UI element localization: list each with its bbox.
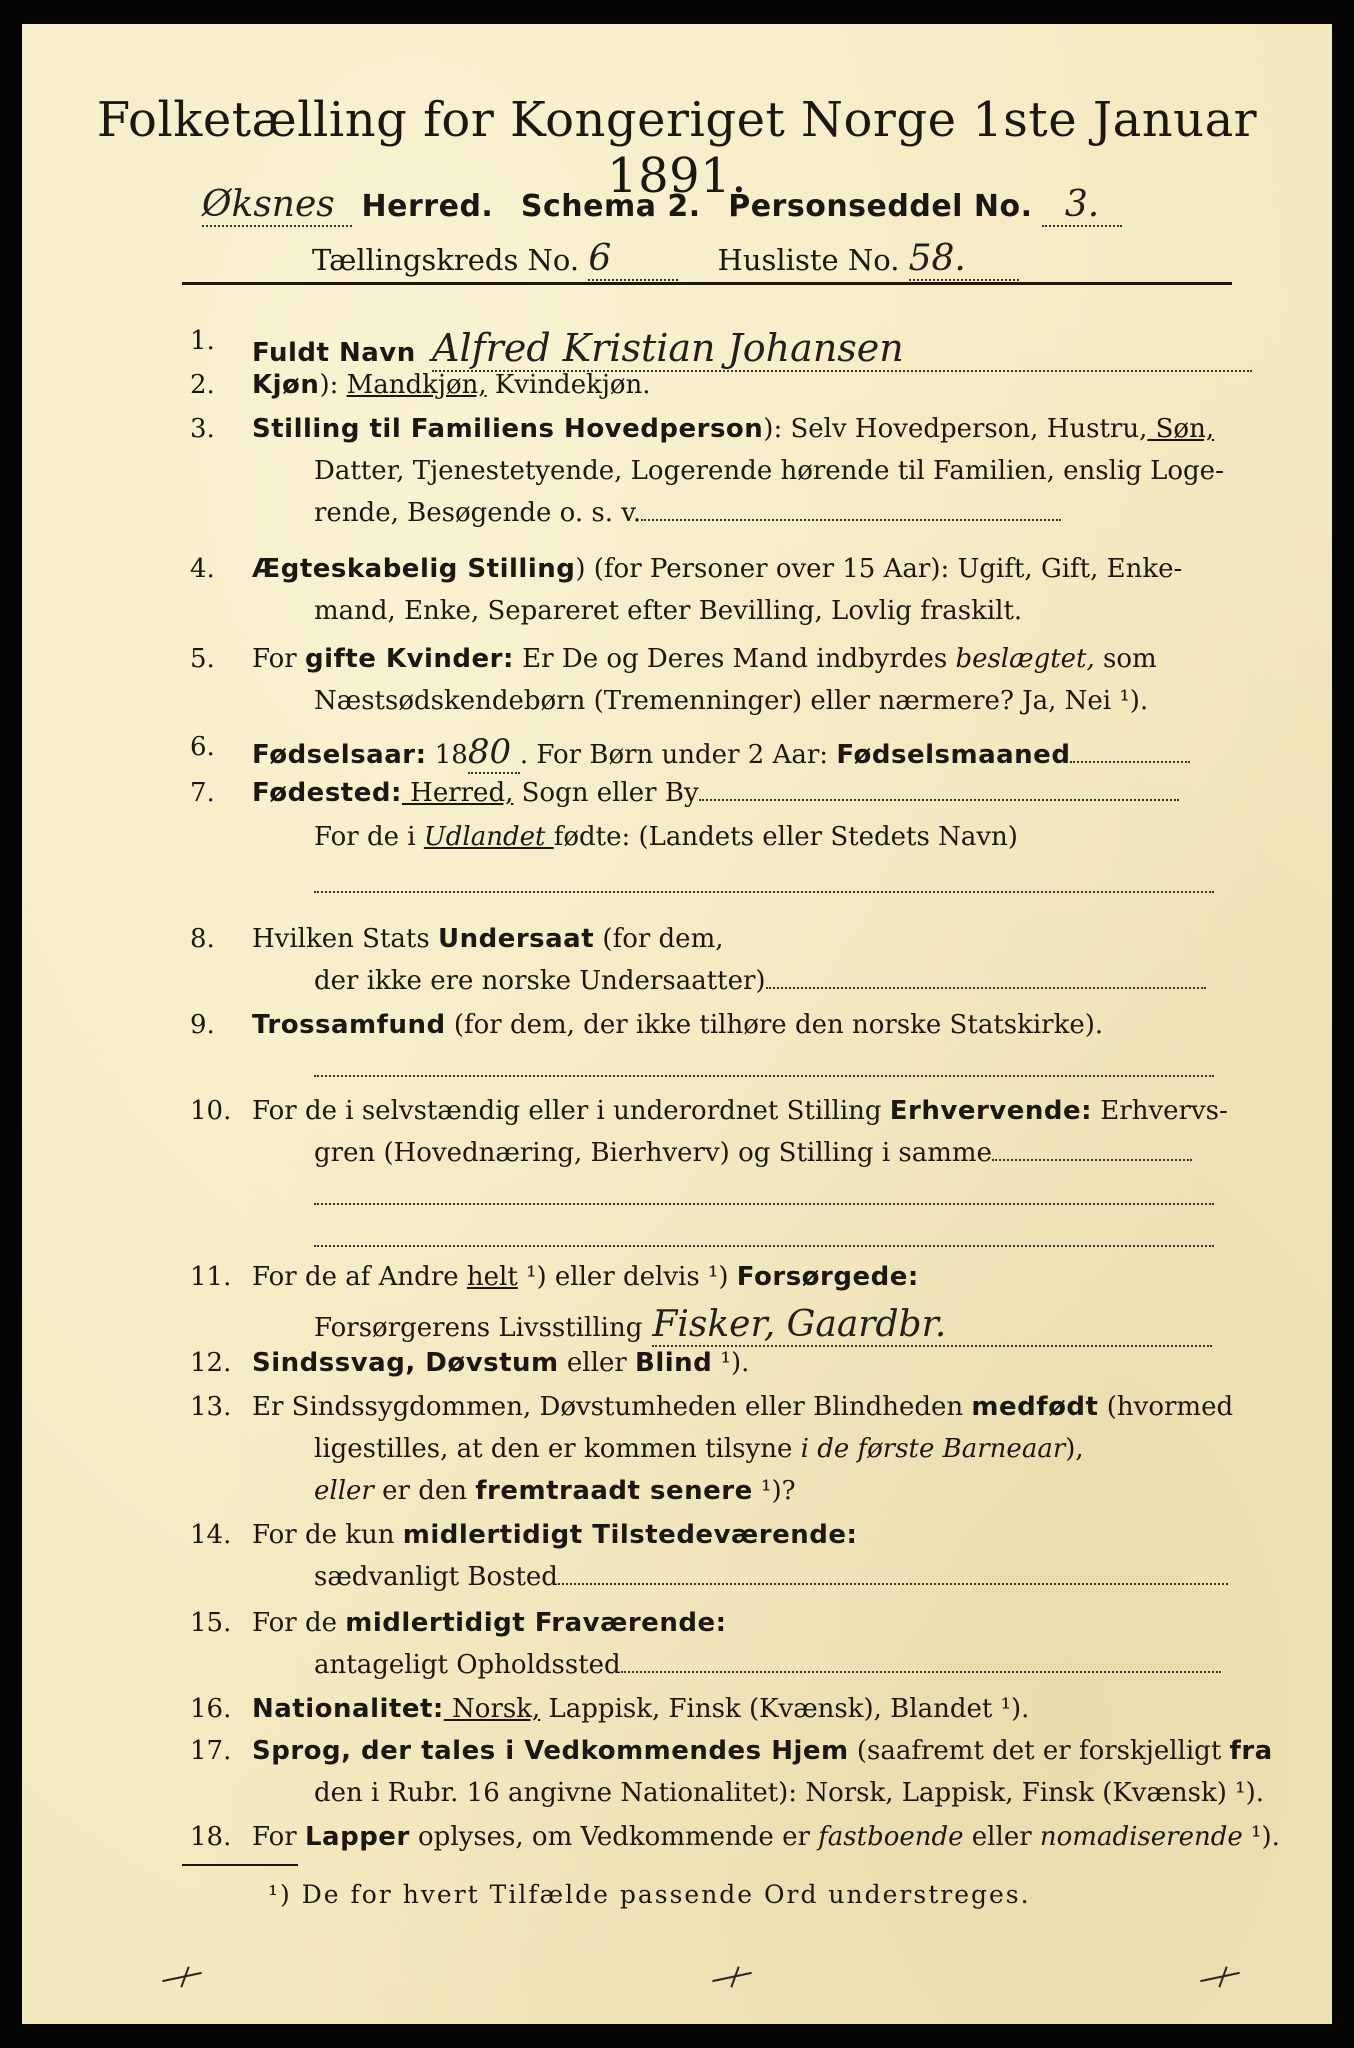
item-text: rende, Besøgende o. s. v. bbox=[314, 498, 642, 528]
blank-line bbox=[314, 1075, 1214, 1077]
item-7 bbox=[252, 778, 1179, 808]
personseddel-no: 3. bbox=[1042, 184, 1122, 227]
item-text: ligestilles, at den er kommen tilsyne bbox=[314, 1434, 801, 1464]
footnote: ¹) De for hvert Tilfælde passende Ord understreges. bbox=[268, 1880, 1031, 1909]
item-text: der ikke ere norske Undersaatter) bbox=[314, 966, 766, 996]
item-text: Forsørgerens Livsstilling bbox=[314, 1313, 643, 1343]
item-label: Undersaat bbox=[437, 924, 595, 954]
item-text: For de i bbox=[314, 822, 424, 852]
item-text: Kvindekjøn. bbox=[486, 370, 651, 400]
item-option-selected: Søn, bbox=[1147, 414, 1215, 444]
item-number: 9. bbox=[190, 1010, 215, 1040]
item-option-selected: Udlandet bbox=[423, 822, 554, 852]
item-7-line2 bbox=[314, 822, 1018, 852]
item-label: Forsørgede: bbox=[736, 1262, 919, 1292]
item-text: ¹) eller delvis ¹) bbox=[517, 1262, 737, 1292]
item-text: oplyses, om Vedkommende er bbox=[409, 1822, 819, 1852]
item-label: Lapper bbox=[304, 1822, 410, 1852]
item-number: 2. bbox=[190, 370, 215, 400]
census-form-page bbox=[22, 24, 1332, 2024]
item-text: ¹)? bbox=[752, 1476, 796, 1506]
blank-line bbox=[1070, 761, 1190, 763]
item-text: For bbox=[252, 1822, 305, 1852]
item-label: Blind bbox=[635, 1348, 713, 1378]
item-text: eller bbox=[963, 1822, 1040, 1852]
item-text: . For Børn under 2 Aar: bbox=[519, 740, 837, 770]
item-number: 11. bbox=[190, 1262, 232, 1292]
item-text: Er Sindssygdommen, Døvstumheden eller Blindheden bbox=[252, 1392, 972, 1422]
item-label: Ægteskabelig Stilling bbox=[252, 554, 576, 584]
item-text: (for dem, der ikke tilhøre den norske Statskirke). bbox=[445, 1010, 1104, 1040]
item-15-line2 bbox=[314, 1650, 1221, 1680]
item-label: Stilling til Familiens Hovedperson bbox=[252, 414, 764, 444]
blank-line bbox=[699, 799, 1179, 801]
kreds-label: Tællingskreds No. bbox=[312, 243, 580, 277]
herred-line bbox=[202, 184, 1122, 227]
item-9-blank bbox=[314, 1054, 1214, 1084]
item-11 bbox=[252, 1262, 919, 1292]
item-8 bbox=[252, 924, 723, 954]
schema-label: Schema 2. bbox=[520, 189, 701, 224]
birth-year-value: 80 bbox=[468, 732, 520, 774]
item-number: 10. bbox=[190, 1096, 232, 1126]
husliste-no: 58. bbox=[909, 238, 1019, 281]
item-label: medfødt bbox=[971, 1392, 1099, 1422]
blank-line bbox=[314, 1203, 1214, 1205]
item-7-blank bbox=[314, 870, 1214, 900]
full-name-value: Alfred Kristian Johansen bbox=[432, 326, 1252, 372]
item-4-line2: mand, Enke, Separeret efter Bevilling, Lovlig fraskilt. bbox=[314, 596, 1023, 626]
item-number: 6. bbox=[190, 732, 215, 762]
item-number: 1. bbox=[190, 326, 215, 356]
blank-line bbox=[641, 519, 1061, 521]
corner-mark bbox=[162, 1962, 202, 1992]
item-text: Sogn eller By bbox=[513, 778, 699, 808]
herred-label: Herred. bbox=[361, 189, 494, 224]
item-1 bbox=[252, 326, 1252, 372]
item-8-line2 bbox=[314, 966, 1206, 996]
item-text: ¹). bbox=[1242, 1822, 1280, 1852]
item-10-line2 bbox=[314, 1138, 1192, 1168]
item-18 bbox=[252, 1822, 1280, 1852]
item-label: Fødselsaar: bbox=[252, 740, 427, 770]
item-text: Lappisk, Finsk (Kvænsk), Blandet ¹). bbox=[540, 1694, 1030, 1724]
item-3-line3 bbox=[314, 498, 1061, 528]
item-label: Fuldt Navn bbox=[252, 338, 416, 368]
item-6 bbox=[252, 732, 1190, 774]
item-text: Hvilken Stats bbox=[252, 924, 438, 954]
item-number: 4. bbox=[190, 554, 215, 584]
item-17-line2: den i Rubr. 16 angivne Nationalitet): Norsk, Lappisk, Finsk (Kvænsk) ¹). bbox=[314, 1778, 1265, 1808]
item-text: Er De og Deres Mand indbyrdes bbox=[513, 644, 956, 674]
item-14 bbox=[252, 1520, 857, 1550]
blank-line bbox=[766, 987, 1206, 989]
blank-line bbox=[992, 1159, 1192, 1161]
item-text: antageligt Opholdssted bbox=[314, 1650, 621, 1680]
item-label: fra bbox=[1229, 1736, 1273, 1766]
item-number: 15. bbox=[190, 1608, 232, 1638]
item-label: Trossamfund bbox=[252, 1010, 446, 1040]
item-number: 7. bbox=[190, 778, 215, 808]
item-text: For de bbox=[252, 1608, 346, 1638]
blank-line bbox=[558, 1583, 1228, 1585]
item-text: fastboende bbox=[818, 1822, 964, 1852]
header-rule bbox=[182, 282, 1232, 285]
item-number: 18. bbox=[190, 1822, 232, 1852]
item-number: 5. bbox=[190, 644, 215, 674]
item-label: Fødselsmaaned bbox=[836, 740, 1071, 770]
item-10-blank2 bbox=[314, 1224, 1214, 1254]
item-2 bbox=[252, 370, 651, 400]
kreds-line bbox=[312, 238, 1019, 281]
item-label: Sprog, der tales i Vedkommendes Hjem bbox=[252, 1736, 849, 1766]
item-text: gren (Hovednæring, Bierhverv) og Stilling i samme bbox=[314, 1138, 992, 1168]
item-number: 13. bbox=[190, 1392, 232, 1422]
item-17 bbox=[252, 1736, 1273, 1766]
item-10 bbox=[252, 1096, 1228, 1126]
provider-occupation-value: Fisker, Gaardbr. bbox=[652, 1304, 1212, 1347]
item-label: Kjøn bbox=[252, 370, 320, 400]
item-label: midlertidigt Fraværende: bbox=[345, 1608, 727, 1638]
item-9 bbox=[252, 1010, 1103, 1040]
item-label: Erhvervende: bbox=[889, 1096, 1093, 1126]
item-text: (for dem, bbox=[594, 924, 724, 954]
blank-line bbox=[314, 1245, 1214, 1247]
item-label: Fødested: bbox=[252, 778, 402, 808]
corner-mark bbox=[1200, 1962, 1240, 1992]
husliste-label: Husliste No. bbox=[717, 243, 900, 277]
item-3 bbox=[252, 414, 1214, 444]
footnote-rule bbox=[182, 1864, 298, 1866]
item-option-selected: helt bbox=[466, 1262, 518, 1292]
item-number: 12. bbox=[190, 1348, 232, 1378]
item-13-line2 bbox=[314, 1434, 1084, 1464]
item-text: Erhvervs- bbox=[1092, 1096, 1228, 1126]
blank-line bbox=[314, 891, 1214, 893]
item-text: eller bbox=[558, 1348, 636, 1378]
item-13-line3 bbox=[314, 1476, 796, 1506]
item-text: For de af Andre bbox=[252, 1262, 467, 1292]
item-14-line2 bbox=[314, 1562, 1228, 1592]
item-text: ): bbox=[319, 370, 347, 400]
item-text: beslægtet, bbox=[955, 644, 1095, 674]
item-text: eller bbox=[314, 1476, 374, 1506]
item-label: fremtraadt senere bbox=[475, 1476, 753, 1506]
item-text: For bbox=[252, 644, 305, 674]
item-3-line2: Datter, Tjenestetyende, Logerende hørende til Familien, enslig Loge- bbox=[314, 456, 1224, 486]
item-text: i de første Barneaar bbox=[800, 1434, 1066, 1464]
item-text: nomadiserende bbox=[1039, 1822, 1243, 1852]
herred-value: Øksnes bbox=[202, 184, 352, 227]
item-text: fødte: (Landets eller Stedets Navn) bbox=[553, 822, 1018, 852]
item-number: 8. bbox=[190, 924, 215, 954]
kreds-no: 6 bbox=[588, 238, 678, 281]
item-text: ), bbox=[1065, 1434, 1084, 1464]
item-text: (saafremt det er forskjelligt bbox=[848, 1736, 1230, 1766]
item-text: er den bbox=[373, 1476, 476, 1506]
corner-mark bbox=[712, 1962, 752, 1992]
form-title: Folketælling for Kongeriget Norge 1ste Januar 1891. bbox=[96, 92, 1258, 204]
item-label: gifte Kvinder: bbox=[304, 644, 514, 674]
personseddel-label: Personseddel No. bbox=[728, 189, 1033, 224]
item-13 bbox=[252, 1392, 1233, 1422]
item-option-selected: Herred, bbox=[401, 778, 514, 808]
item-10-blank1 bbox=[314, 1182, 1214, 1212]
item-text: ¹). bbox=[712, 1348, 750, 1378]
item-text: (hvormed bbox=[1098, 1392, 1234, 1422]
item-number: 16. bbox=[190, 1694, 232, 1724]
item-5-line2: Næstsødskendebørn (Tremenninger) eller nærmere? Ja, Nei ¹). bbox=[314, 686, 1149, 716]
item-label: midlertidigt Tilstedeværende: bbox=[402, 1520, 858, 1550]
item-text: sædvanligt Bosted bbox=[314, 1562, 558, 1592]
item-number: 3. bbox=[190, 414, 215, 444]
item-text: For de i selvstændig eller i underordnet Stilling bbox=[252, 1096, 890, 1126]
item-12 bbox=[252, 1348, 749, 1378]
item-label: Sindssvag, Døvstum bbox=[252, 1348, 559, 1378]
item-16 bbox=[252, 1694, 1029, 1724]
item-15 bbox=[252, 1608, 726, 1638]
item-text: som bbox=[1094, 644, 1157, 674]
item-option-selected: Mandkjøn, bbox=[346, 370, 487, 400]
item-label: Nationalitet: bbox=[252, 1694, 444, 1724]
item-text: ): Selv Hovedperson, Hustru, bbox=[763, 414, 1148, 444]
item-5 bbox=[252, 644, 1157, 674]
item-text: For de kun bbox=[252, 1520, 403, 1550]
item-number: 17. bbox=[190, 1736, 232, 1766]
item-number: 14. bbox=[190, 1520, 232, 1550]
item-option-selected: Norsk, bbox=[443, 1694, 541, 1724]
blank-line bbox=[621, 1671, 1221, 1673]
item-text: 18 bbox=[426, 740, 468, 770]
item-4 bbox=[252, 554, 1182, 584]
item-11-line2 bbox=[314, 1304, 1212, 1347]
item-text: ) (for Personer over 15 Aar): Ugift, Gift, Enke- bbox=[575, 554, 1183, 584]
